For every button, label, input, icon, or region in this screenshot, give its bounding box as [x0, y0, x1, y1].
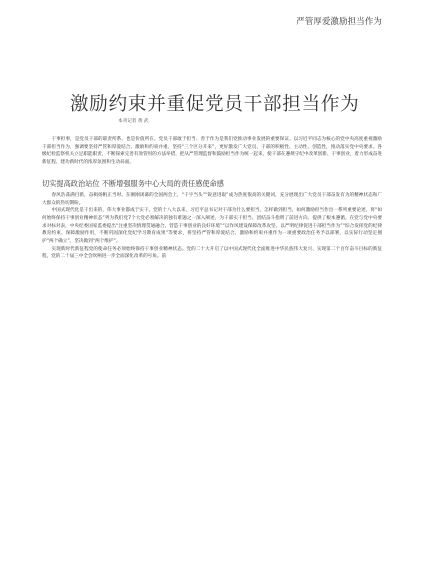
running-header: 严管厚爱激励担当作为 — [296, 16, 382, 26]
section-heading: 切实提高政治站位 不断增强服务中心大局的责任感使命感 — [42, 178, 224, 188]
article-byline: 本刊记者 黄 武 — [118, 119, 149, 124]
article-title: 激励约束并重促党员干部担当作为 — [70, 94, 360, 115]
body-paragraph: 中国式现代化是干出来的，伟大事业都成于实干。党的十八大以来，习近平总书记对干部为什么要担当、怎样做到担当、如何激励担当作出一系列重要论述，将“如何始终保持干事创业精神状态”列为我们党7个大党必须解决的独有难题之一深入阐述，为干部实干担当、团结奋斗指明了前进方向、提供了根本遵循。在党与党中央要求对标对表，中央纪委国家监委提出“注重坚决情理贯通融合，营造干事创业的良好环境”“以作风建设保障改革攻坚，以严明纪律促进干部担当作为”“综合发挥党的纪律教育约束、保障激励作用，不断巩固深化党纪学习教育成果”等要求，将坚持严管和厚爱结合、激励和约束并重作为一项重要政治任务予以部署，以实际行动坚定拥护“两个确立”、坚决做到“两个维护”。 — [42, 208, 382, 245]
body-paragraph: 春风浩荡满目新，奋楫扬帆正当时。在刚刚闭幕的全国两会上，“干字当头”“锐意进取”成为热度很高的关键词，充分展现出广大党员干部奋发有为的精神状态和广大群众的热切期盼。 — [42, 192, 382, 206]
article-body — [42, 136, 382, 261]
intro-paragraph: 干事担事，是党员干部的职责所系。也是价值所在。党员干部敢于担当、善于作为是我们党推动事业发展的重要保证。以习近平同志为核心的党中央高度重视激励干部担当作为，强调要坚持严管和厚爱结合、激励和约束并重。坚持“三个区分开来”，更好激发广大党员、干部的积极性、主动性、创造性，推动落实党中央要求。各级纪检监察机关立足职能职责，不断探索完善有效管用的方法举措，把从严管理监督和鼓励担当作为统一起来，使干部在遵规守纪中改革创新、干事创业，着力形成奋进新征程、建功新时代的浓厚氛围和生动局面。 — [42, 137, 382, 166]
body-paragraph: 实现新时代新征程党的使命任务必须始终保持干事创业精神状态。党的二十大开启了以中国式现代化全面推进中华民族伟大复兴、实现第二个百年奋斗目标的新征程，党的二十届三中全会吹响进一步全面深化改革的号角。前 — [42, 246, 382, 260]
